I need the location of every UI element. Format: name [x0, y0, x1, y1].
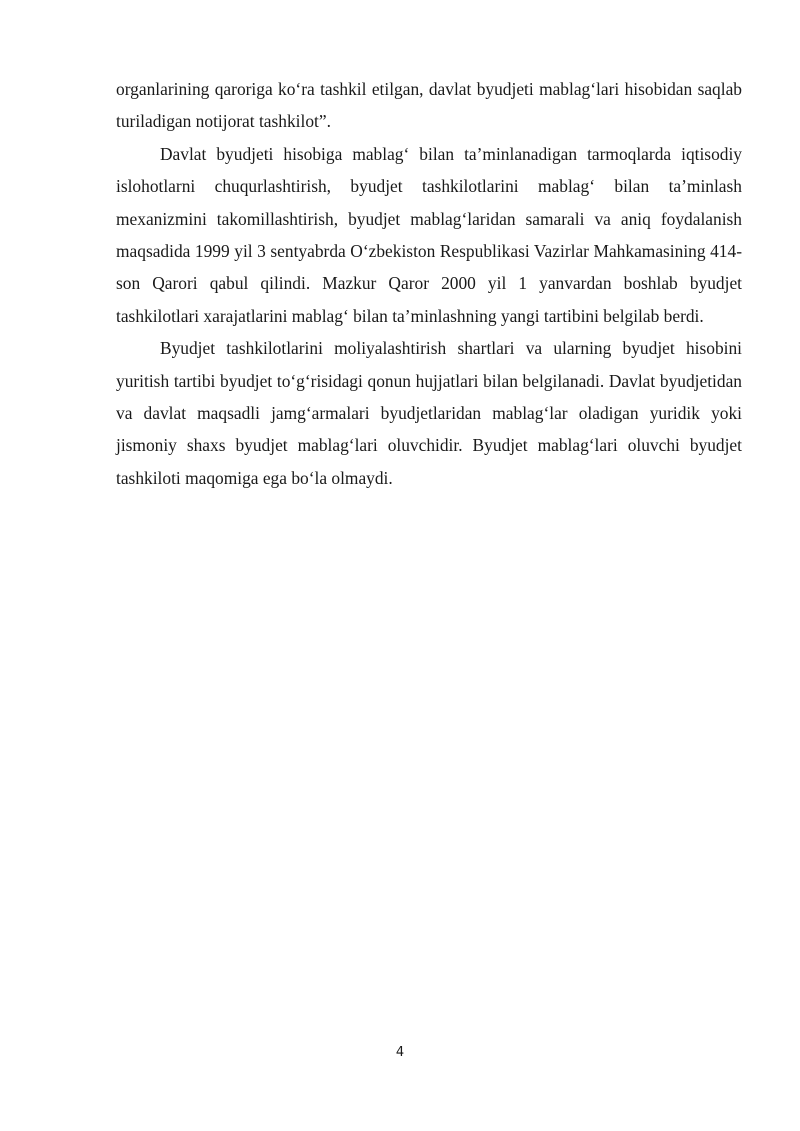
text-body: [116, 73, 742, 494]
paragraph-continuation: organlarining qaroriga koʻra tashkil etilgan, davlat byudjeti mablagʻlari hisobidan saqlab turiladigan notijorat tashkilot”.: [116, 79, 742, 132]
paragraph-budget-reform: Davlat byudjeti hisobiga mablagʻ bilan taʼminlanadigan tarmoqlarda iqtisodiy islohotlarni chuqurlashtirish, byudjet tashkilotlarini mablagʻ bilan taʼminlash mexanizmini takomillashtirish, byudjet mablagʻlaridan samarali va aniq foydalanish maqsadida 1999 yil 3 sentyabrda Oʻzbekiston Respublikasi Vazirlar Mahkamasining 414-son Qarori qabul qilindi. Mazkur Qaror 2000 yil 1 yanvardan boshlab byudjet tashkilotlari xarajatlarini mablagʻ bilan taʼminlashning yangi tartibini belgilab berdi.: [116, 143, 742, 326]
paragraph-financing-conditions: Byudjet tashkilotlarini moliyalashtirish shartlari va ularning byudjet hisobini yuritish tartibi byudjet toʻgʻrisidagi qonun hujjatlari bilan belgilanadi. Davlat byudjetidan va davlat maqsadli jamgʻarmalari byudjetlaridan mablagʻlar oladigan yuridik yoki jismoniy shaxs byudjet mablagʻlari oluvchidir. Byudjet mablagʻlari oluvchi byudjet tashkiloti maqomiga ega boʻla olmaydi.: [116, 338, 742, 488]
page-number: 4: [395, 1045, 405, 1060]
